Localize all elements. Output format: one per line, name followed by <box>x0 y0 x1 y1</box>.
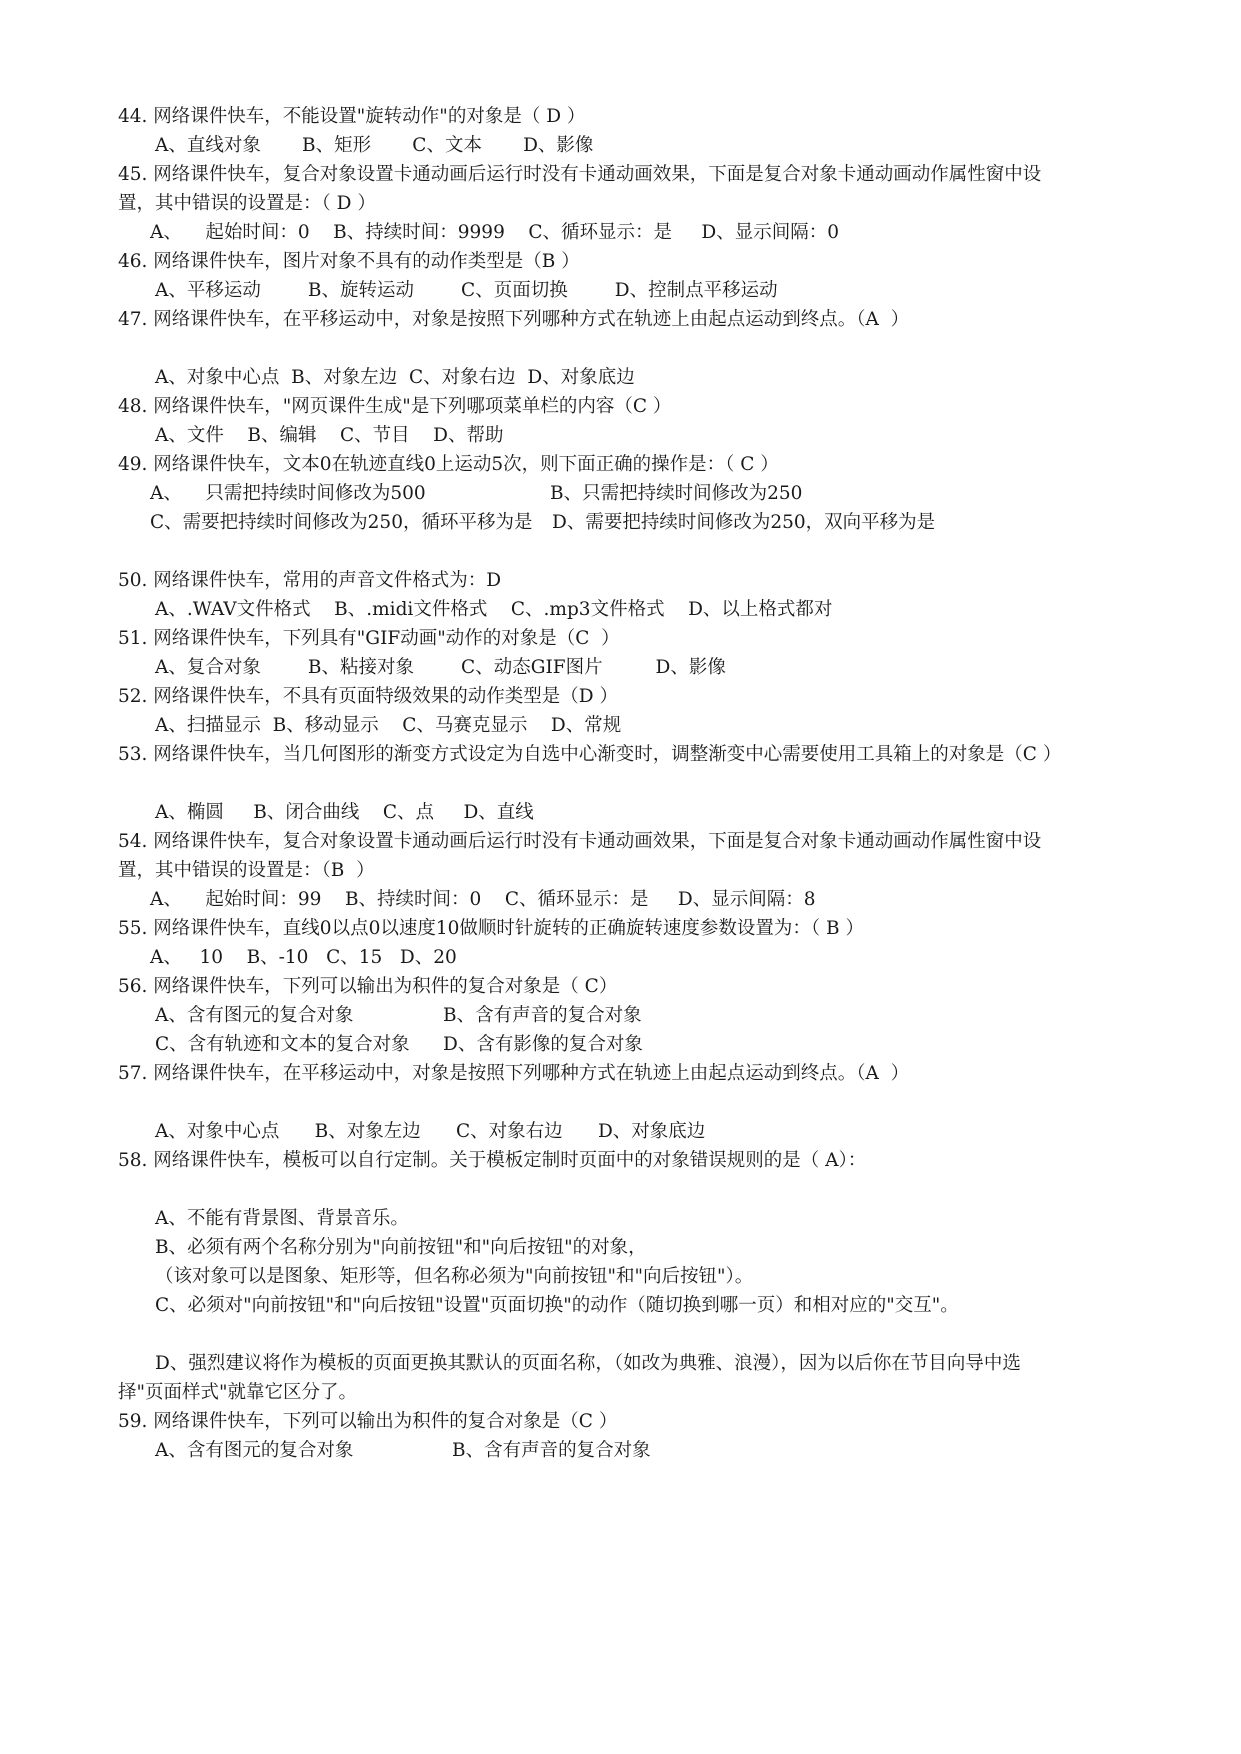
options-45: A、 起始时间：0 B、持续时间：9999 C、循环显示：是 D、显示间隔：0 <box>150 222 840 243</box>
options-50: A、.WAV文件格式 B、.midi文件格式 C、.mp3文件格式 D、以上格式都对 <box>155 599 833 620</box>
options-54: A、 起始时间：99 B、持续时间：0 C、循环显示：是 D、显示间隔：8 <box>150 889 816 910</box>
options-46: A、平移运动 B、旋转运动 C、页面切换 D、控制点平移运动 <box>155 280 778 301</box>
options-52: A、扫描显示 B、移动显示 C、马赛克显示 D、常规 <box>155 715 622 736</box>
option-56-c: C、含有轨迹和文本的复合对象 <box>155 1034 410 1055</box>
options-53: A、椭圆 B、闭合曲线 C、点 D、直线 <box>155 802 534 823</box>
question-45-cont: 置，其中错误的设置是：（ D ） <box>118 193 376 214</box>
question-45: 45. 网络课件快车，复合对象设置卡通动画后运行时没有卡通动画效果，下面是复合对象卡通动画动作属性窗中设 <box>118 164 1042 185</box>
question-44: 44. 网络课件快车，不能设置"旋转动作"的对象是（ D ） <box>118 106 586 127</box>
question-51: 51. 网络课件快车，下列具有"GIF动画"动作的对象是（C ） <box>118 628 620 649</box>
question-47: 47. 网络课件快车，在平移运动中，对象是按照下列哪种方式在轨迹上由起点运动到终点。（A ） <box>118 309 910 330</box>
question-59: 59. 网络课件快车，下列可以输出为积件的复合对象是（C ） <box>118 1411 618 1432</box>
option-49-a: A、 只需把持续时间修改为500 <box>150 483 426 504</box>
question-48: 48. 网络课件快车，"网页课件生成"是下列哪项菜单栏的内容（C ） <box>118 396 672 417</box>
question-52: 52. 网络课件快车，不具有页面特级效果的动作类型是（D ） <box>118 686 619 707</box>
option-58-b: B、必须有两个名称分别为"向前按钮"和"向后按钮"的对象， <box>155 1237 647 1258</box>
question-57: 57. 网络课件快车，在平移运动中，对象是按照下列哪种方式在轨迹上由起点运动到终点。（A ） <box>118 1063 910 1084</box>
option-49-c: C、需要把持续时间修改为250，循环平移为是 <box>150 512 533 533</box>
question-54: 54. 网络课件快车，复合对象设置卡通动画后运行时没有卡通动画效果，下面是复合对象卡通动画动作属性窗中设 <box>118 831 1042 852</box>
question-50: 50. 网络课件快车，常用的声音文件格式为：D <box>118 570 502 591</box>
options-47: A、对象中心点 B、对象左边 C、对象右边 D、对象底边 <box>155 367 635 388</box>
option-58-d: D、强烈建议将作为模板的页面更换其默认的页面名称，（如改为典雅、浪漫），因为以后你在节目向导中选 <box>155 1353 1021 1374</box>
options-51: A、复合对象 B、粘接对象 C、动态GIF图片 D、影像 <box>155 657 726 678</box>
option-56-b: B、含有声音的复合对象 <box>443 1005 642 1026</box>
option-56-a: A、含有图元的复合对象 <box>155 1005 354 1026</box>
question-58: 58. 网络课件快车，模板可以自行定制。关于模板定制时页面中的对象错误规则的是（ A）： <box>118 1150 867 1171</box>
options-48: A、文件 B、编辑 C、节目 D、帮助 <box>155 425 504 446</box>
option-58-a: A、不能有背景图、背景音乐。 <box>155 1208 409 1229</box>
option-49-d: D、需要把持续时间修改为250，双向平移为是 <box>552 512 936 533</box>
option-59-a: A、含有图元的复合对象 <box>155 1440 354 1461</box>
question-54-cont: 置，其中错误的设置是：（B ） <box>118 860 375 881</box>
question-53: 53. 网络课件快车，当几何图形的渐变方式设定为自选中心渐变时，调整渐变中心需要使用工具箱上的对象是（C ） <box>118 744 1062 765</box>
options-44: A、直线对象 B、矩形 C、文本 D、影像 <box>155 135 594 156</box>
question-49: 49. 网络课件快车，文本0在轨迹直线0上运动5次，则下面正确的操作是：（ C ） <box>118 454 779 475</box>
option-49-b: B、只需把持续时间修改为250 <box>550 483 803 504</box>
question-55: 55. 网络课件快车，直线0以点0以速度10做顺时针旋转的正确旋转速度参数设置为：（ B ） <box>118 918 864 939</box>
options-55: A、 10 B、-10 C、15 D、20 <box>150 947 457 968</box>
options-57: A、对象中心点 B、对象左边 C、对象右边 D、对象底边 <box>155 1121 706 1142</box>
question-56: 56. 网络课件快车，下列可以输出为积件的复合对象是（ C） <box>118 976 618 997</box>
option-58-b-note: （该对象可以是图象、矩形等，但名称必须为"向前按钮"和"向后按钮"）。 <box>155 1266 754 1287</box>
option-59-b: B、含有声音的复合对象 <box>452 1440 651 1461</box>
option-58-d-cont: 择"页面样式"就靠它区分了。 <box>118 1382 358 1403</box>
option-58-c: C、必须对"向前按钮"和"向后按钮"设置"页面切换"的动作（随切换到哪一页）和相对应的"交互"。 <box>155 1295 959 1316</box>
option-56-d: D、含有影像的复合对象 <box>443 1034 643 1055</box>
question-46: 46. 网络课件快车，图片对象不具有的动作类型是（B ） <box>118 251 580 272</box>
